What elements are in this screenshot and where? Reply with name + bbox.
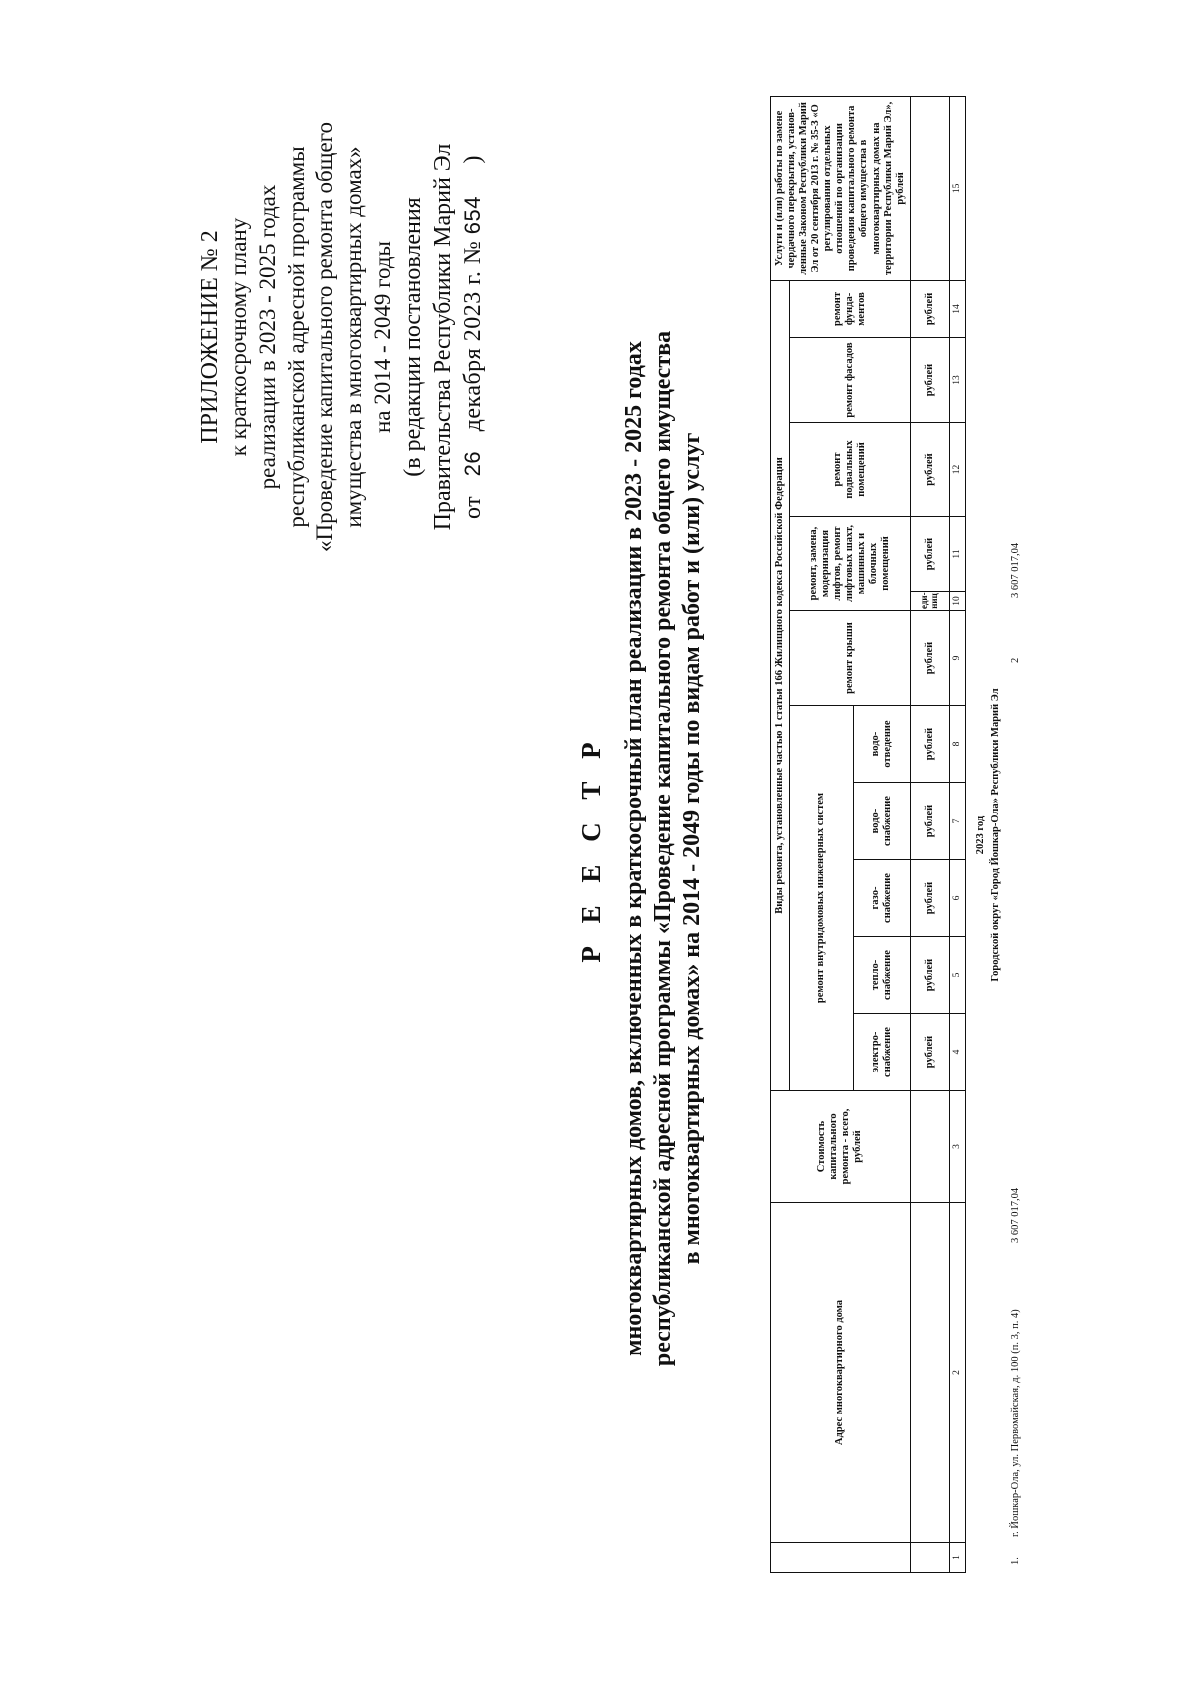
- header-gas: газо-снабжение: [853, 860, 910, 937]
- year-label: 2023 год: [975, 815, 986, 855]
- unit-rubles: рублей: [910, 937, 949, 1014]
- column-number: 15: [949, 96, 965, 280]
- unit-count: еди-ниц: [910, 592, 949, 611]
- appendix-header: [195, 57, 488, 617]
- appendix-line: к краткосрочному плану: [226, 217, 251, 457]
- row-elevator-units: 2: [1010, 657, 1021, 663]
- appendix-line: имущества в многоквартирных домах»: [341, 146, 366, 528]
- date-prefix: от: [459, 495, 486, 519]
- title-line: республиканской адресной программы «Проведение капитального ремонта общего имущества: [650, 330, 677, 1367]
- title-line: в многоквартирных домах» на 2014 - 2049 годы по видам работ и (или) услуг: [679, 432, 706, 1265]
- column-number: 6: [949, 860, 965, 937]
- column-number: 11: [949, 517, 965, 592]
- unit-rubles: рублей: [910, 338, 949, 423]
- header-heat: тепло-снабжение: [853, 937, 910, 1014]
- header-elevator: ремонт, замена, модернизация лифтов, ремонт лифтовых шахт, машинных и блочных помещений: [790, 517, 911, 611]
- header-engineering-systems: ремонт внутридомовых инженерных систем: [790, 706, 854, 1091]
- unit-cell: [910, 1543, 949, 1573]
- unit-rubles: рублей: [910, 860, 949, 937]
- document-number: 654: [459, 196, 485, 235]
- appendix-line: на 2014 - 2049 годы: [369, 240, 395, 434]
- column-number: 2: [949, 1203, 965, 1543]
- date-day: 26: [459, 450, 485, 477]
- unit-cell: [910, 1091, 949, 1203]
- unit-cell: [910, 1203, 949, 1543]
- appendix-heading: ПРИЛОЖЕНИЕ № 2: [197, 230, 223, 444]
- column-number: 9: [949, 611, 965, 706]
- header-sewer: водо-отведение: [853, 706, 910, 783]
- unit-rubles: рублей: [910, 611, 949, 706]
- header-services: Услуги и (или) работы по замене чердачного перекрытия, установ-ленные Законом Республики Марий Эл от 20 сентября 2013 г. № 35-З «О регулировании отдельных отношений по организации проведения капитального ремонта общего имущества в многоквартирных домах на территории Республики Марий Эл», рублей: [771, 96, 911, 280]
- column-number: 14: [949, 280, 965, 337]
- unit-rubles: рублей: [910, 706, 949, 783]
- header-cost: Стоимость капитального ремонта - всего, рублей: [771, 1091, 911, 1203]
- unit-rubles: рублей: [910, 783, 949, 860]
- approval-line: Правительства Республики Марий Эл: [429, 143, 456, 531]
- column-number: 8: [949, 706, 965, 783]
- appendix-line: республиканской адресной программы: [283, 146, 309, 528]
- column-number: 10: [949, 592, 965, 611]
- unit-rubles: рублей: [910, 423, 949, 517]
- header-address: Адрес многоквартирного дома: [771, 1203, 911, 1543]
- header-electric: электро-снабжение: [853, 1014, 910, 1091]
- header-water: водо-снабжение: [853, 783, 910, 860]
- column-number: 13: [949, 338, 965, 423]
- column-number: 5: [949, 937, 965, 1014]
- header-facade: ремонт фасадов: [790, 338, 911, 423]
- appendix-line: реализации в 2023 - 2025 годах: [254, 184, 280, 490]
- header-foundation: ремонт фунда-ментов: [790, 280, 911, 337]
- title-line: многоквартирных домов, включенных в краткосрочный план реализации в 2023 - 2025 годах: [620, 341, 647, 1356]
- row-cost: 3 607 017,04: [1010, 1187, 1021, 1243]
- column-number: 12: [949, 423, 965, 517]
- district-label: Городской округ «Город Йошкар-Ола» Республики Марий Эл: [990, 688, 1001, 982]
- appendix-line: «Проведение капитального ремонта общего: [312, 121, 338, 553]
- approval-date-line: [458, 57, 488, 617]
- header-repair-types: Виды ремонта, установленные частью 1 статьи 166 Жилищного кодекса Российской Федерации: [771, 280, 790, 1090]
- row-elevator-cost: 3 607 017,04: [1010, 542, 1021, 598]
- header-roof: ремонт крыши: [790, 611, 911, 706]
- close-paren: ): [459, 155, 486, 164]
- unit-cell: [910, 96, 949, 280]
- date-rest: декабря 2023 г. №: [459, 240, 486, 432]
- column-number: 3: [949, 1091, 965, 1203]
- column-number: 1: [949, 1543, 965, 1573]
- approval-line: (в редакции постановления: [399, 197, 426, 477]
- row-address: г. Йошкар-Ола, ул. Первомайская, д. 100 (п. 3, п. 4): [1010, 1309, 1021, 1537]
- header-cell-number: [771, 1543, 911, 1573]
- unit-rubles: рублей: [910, 517, 949, 592]
- table-row: [1010, 97, 1060, 1573]
- header-basement: ремонт подвальных помещений: [790, 423, 911, 517]
- column-number: 7: [949, 783, 965, 860]
- title-word: Р Е Е С Т Р: [576, 734, 606, 963]
- column-number: 4: [949, 1014, 965, 1091]
- registry-table: [770, 97, 966, 1573]
- unit-rubles: рублей: [910, 1014, 949, 1091]
- unit-rubles: рублей: [910, 280, 949, 337]
- row-number: 1.: [1010, 1557, 1021, 1565]
- document-title: [575, 160, 708, 1537]
